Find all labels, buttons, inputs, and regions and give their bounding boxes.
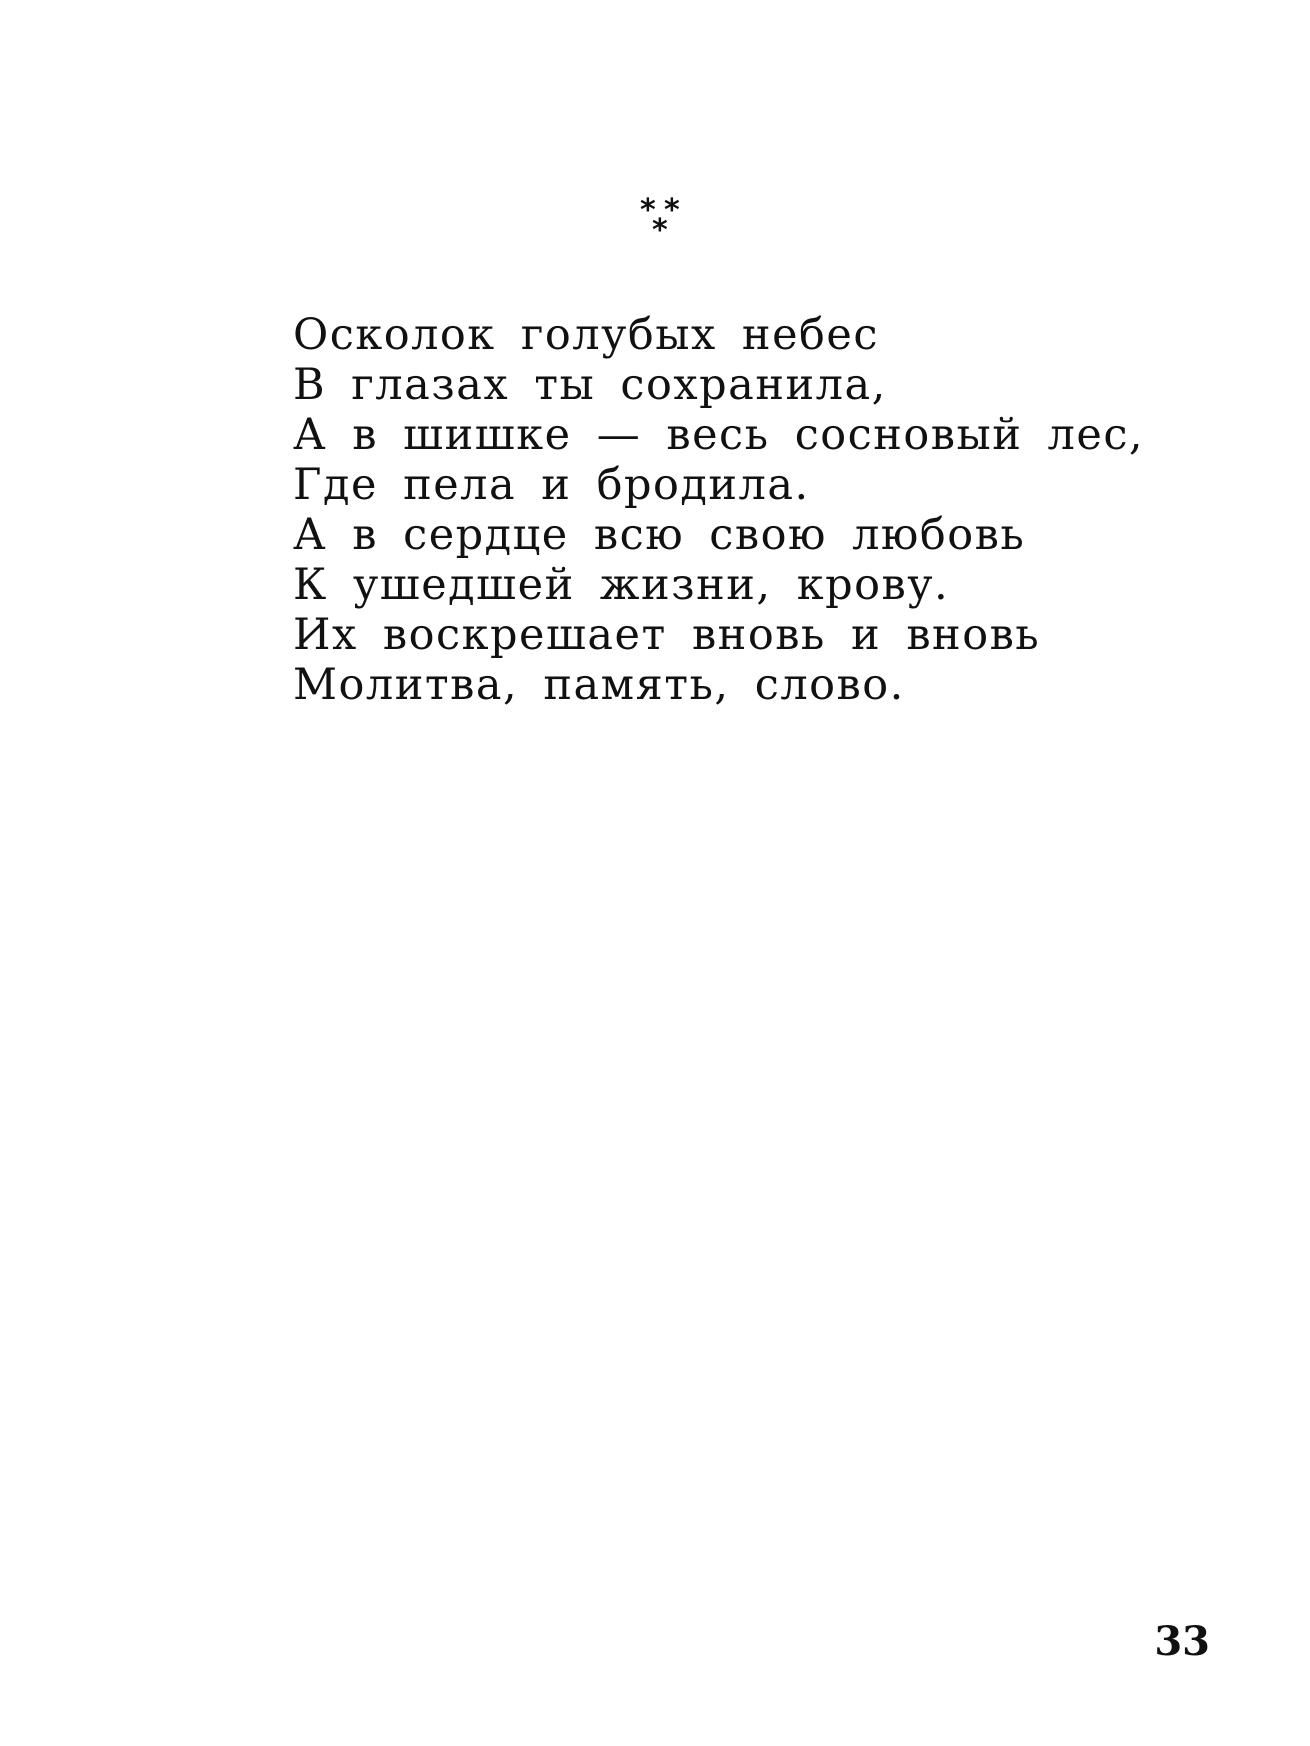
poem — [293, 310, 1193, 710]
poem-line: Осколок голубых небес — [293, 310, 879, 360]
poem-line: Где пела и бродила. — [293, 460, 810, 510]
asterism-star-bottom: * — [652, 213, 668, 248]
poem-line: К ушедшей жизни, крову. — [293, 560, 950, 610]
poem-line: Молитва, память, слово. — [293, 660, 905, 710]
poem-line: В глазах ты сохранила, — [293, 360, 887, 410]
page-number: 33 — [1154, 1618, 1210, 1665]
asterism-star-right: * — [664, 193, 680, 228]
asterism-ornament — [0, 193, 1310, 248]
poem-line: Их воскрешает вновь и вновь — [293, 610, 1041, 660]
poem-line: А в шишке — весь сосновый лес, — [293, 410, 1145, 460]
asterism-star-left: * — [640, 193, 656, 228]
poem-line: А в сердце всю свою любовь — [293, 510, 1026, 560]
